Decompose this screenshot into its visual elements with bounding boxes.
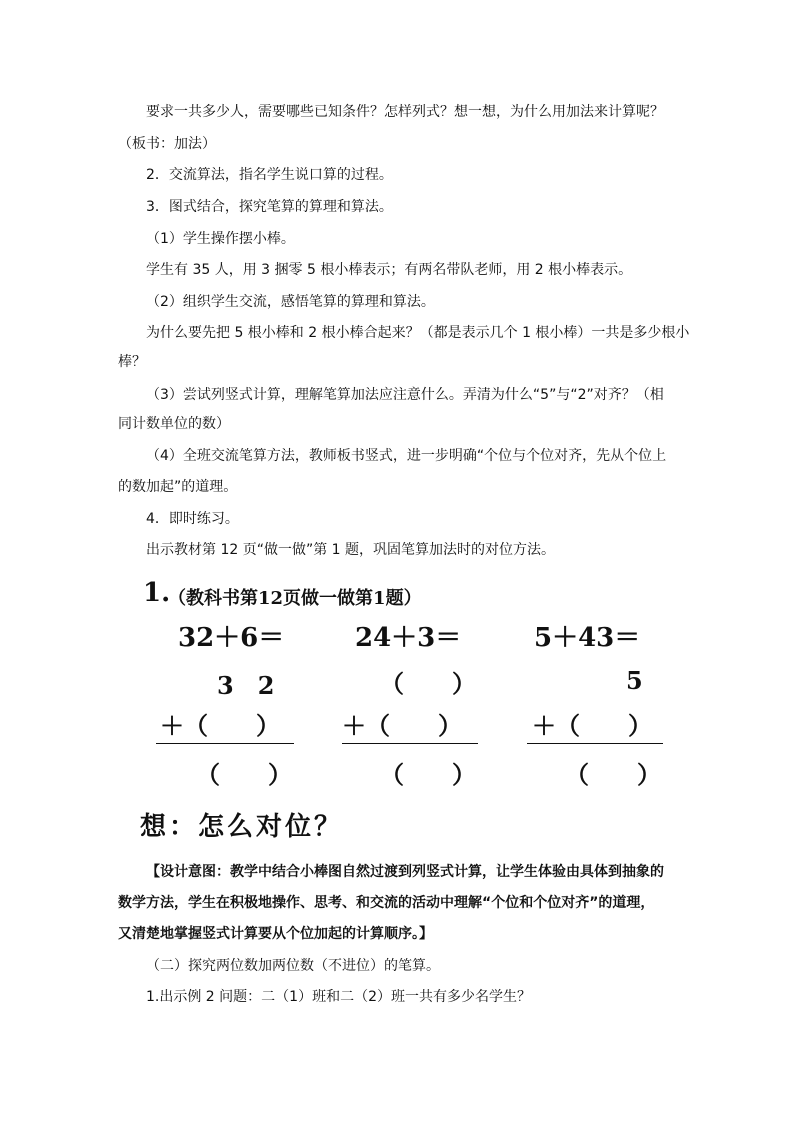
- vertical-addend: ＋（ ）: [342, 711, 462, 740]
- paragraph: 出示教材第 12 页“做一做”第 1 题，巩固笔算加法时的对位方法。: [146, 542, 556, 558]
- paragraph: 为什么要先把 5 根小棒和 2 根小棒合起来？（都是表示几个 1 根小棒）一共是多少根小: [146, 325, 690, 341]
- vertical-result: （ ）: [380, 760, 476, 789]
- paragraph: （3）尝试列竖式计算，理解笔算加法应注意什么。弄清为什么“5”与“2”对齐？（相: [146, 387, 664, 403]
- think-question: 想：怎么对位？: [140, 812, 344, 842]
- vertical-result: （ ）: [196, 760, 292, 789]
- vertical-rule: [342, 743, 478, 744]
- design-intent-line: 【设计意图：教学中结合小棒图自然过渡到列竖式计算，让学生体验由具体到抽象的: [146, 864, 664, 880]
- paragraph: （板书：加法）: [118, 136, 216, 152]
- equation: 5＋43＝: [534, 623, 641, 653]
- paragraph: （4）全班交流笔算方法，教师板书竖式，进一步明确“个位与个位对齐，先从个位上: [146, 448, 667, 464]
- paragraph: （2）组织学生交流，感悟笔算的算理和算法。: [146, 294, 435, 310]
- design-intent-line: 数学方法，学生在积极地操作、思考、和交流的活动中理解“个位和个位对齐”的道理，: [118, 895, 655, 911]
- paragraph: 棒？: [118, 354, 146, 370]
- paragraph: （二）探究两位数加两位数（不进位）的笔算。: [146, 958, 440, 974]
- paragraph: 的数加起”的道理。: [118, 479, 238, 495]
- paragraph: （1）学生操作摆小棒。: [146, 231, 295, 247]
- exercise-title: （教科书第12页做一做第1题）: [168, 588, 422, 609]
- design-intent-line: 又清楚地掌握竖式计算要从个位加起的计算顺序。】: [118, 926, 433, 942]
- equation: 24＋3＝: [355, 623, 462, 653]
- vertical-addend: ＋（ ）: [160, 711, 280, 740]
- vertical-addend: ＋（ ）: [532, 711, 652, 740]
- vertical-top: 5: [626, 666, 643, 695]
- paragraph: 1.出示例 2 问题：二（1）班和二（2）班一共有多少名学生？: [146, 989, 531, 1005]
- vertical-result: （ ）: [565, 760, 661, 789]
- paragraph: 3．图式结合，探究笔算的算理和算法。: [146, 199, 393, 215]
- vertical-top: 3 2: [217, 671, 275, 700]
- exercise-number: 1.: [143, 578, 171, 608]
- vertical-top: （ ）: [380, 669, 476, 698]
- paragraph: 学生有 35 人，用 3 捆零 5 根小棒表示；有两名带队老师，用 2 根小棒表示。: [146, 262, 633, 278]
- equation: 32＋6＝: [178, 623, 285, 653]
- paragraph: 要求一共多少人，需要哪些已知条件？怎样列式？想一想，为什么用加法来计算呢？: [146, 104, 664, 120]
- paragraph: 4．即时练习。: [146, 511, 239, 527]
- paragraph: 同计数单位的数）: [118, 416, 230, 432]
- paragraph: 2．交流算法，指名学生说口算的过程。: [146, 167, 393, 183]
- vertical-rule: [156, 743, 294, 744]
- vertical-rule: [527, 743, 663, 744]
